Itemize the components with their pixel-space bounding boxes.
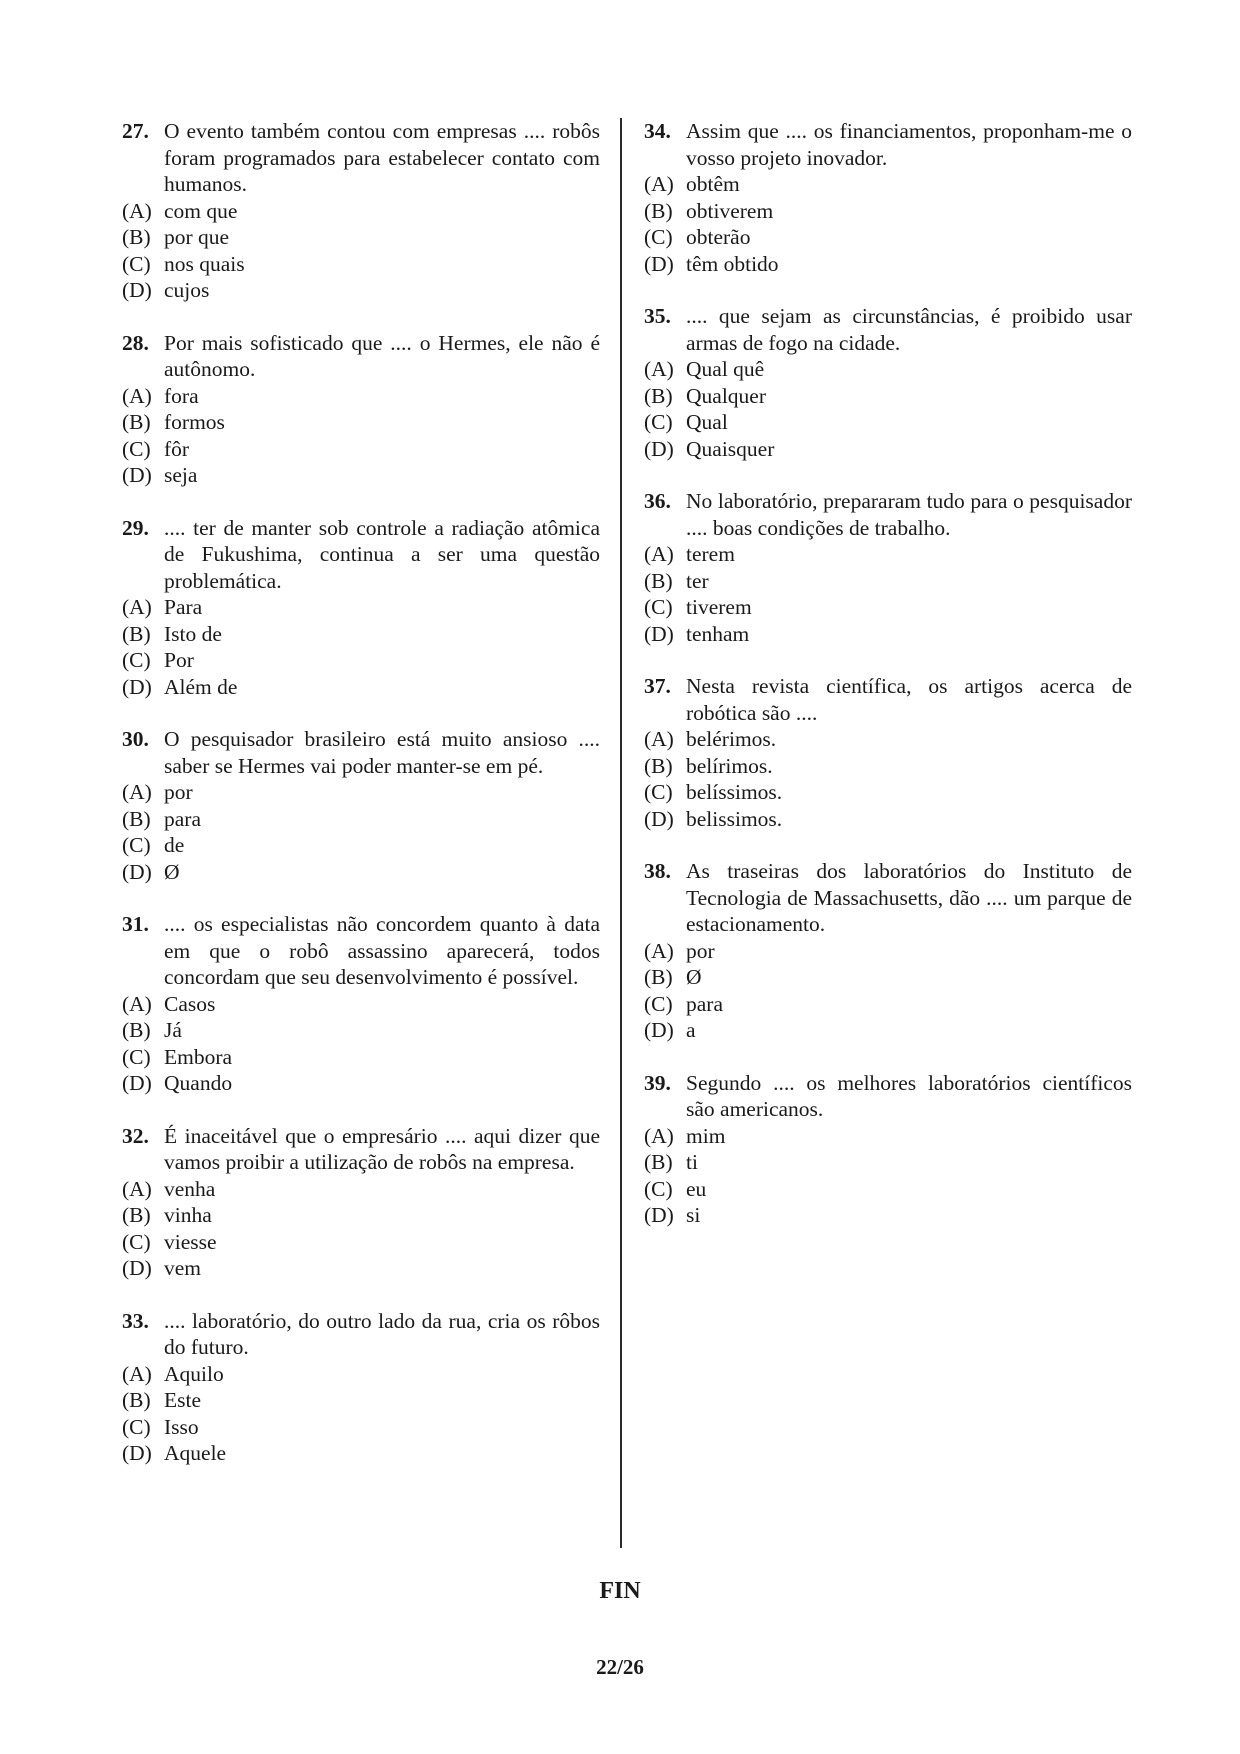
- question-33: [122, 1308, 600, 1467]
- option-letter: (B): [122, 1388, 151, 1412]
- question-text: Nesta revista científica, os artigos acerca de robótica são ....: [686, 674, 1132, 725]
- option-text: Quaisquer: [686, 436, 775, 461]
- option-letter: (D): [644, 1018, 674, 1042]
- option-text: para: [686, 991, 723, 1016]
- answer-option: [644, 436, 1132, 463]
- question-number: 28.: [122, 330, 149, 355]
- question-text: Assim que .... os financiamentos, proponham-me o vosso projeto inovador.: [686, 119, 1132, 170]
- question-stem: [122, 515, 600, 595]
- question-29: [122, 515, 600, 701]
- question-28: [122, 330, 600, 489]
- question-number: 35.: [644, 304, 671, 328]
- option-letter: (B): [644, 1150, 673, 1174]
- option-text: obterão: [686, 225, 751, 249]
- option-letter: (B): [122, 1203, 151, 1227]
- question-stem: [122, 330, 600, 383]
- option-letter: (D): [644, 806, 674, 831]
- answer-option: [644, 198, 1132, 225]
- right-column: [644, 118, 1132, 1255]
- answer-option: [644, 1017, 1132, 1044]
- option-letter: (C): [644, 225, 673, 249]
- option-letter: (B): [644, 568, 673, 593]
- question-39: [644, 1070, 1132, 1229]
- option-text: com que: [164, 198, 238, 223]
- option-letter: (C): [122, 648, 151, 672]
- option-letter: (B): [122, 621, 151, 646]
- question-stem: [644, 488, 1132, 541]
- option-text: ti: [686, 1150, 698, 1174]
- option-text: Casos: [164, 991, 216, 1016]
- answer-option: [644, 171, 1132, 198]
- option-letter: (B): [122, 410, 151, 434]
- answer-option: [122, 1255, 600, 1282]
- question-32: [122, 1123, 600, 1282]
- option-letter: (D): [644, 251, 674, 276]
- answer-option: [122, 1202, 600, 1229]
- option-letter: (D): [122, 1071, 152, 1095]
- option-text: Aquele: [164, 1441, 227, 1465]
- answer-option: [122, 674, 600, 701]
- question-text: É inaceitável que o empresário .... aqui dizer que vamos proibir a utilização de robôs na empresa.: [164, 1123, 600, 1174]
- option-text: fora: [164, 383, 199, 408]
- question-number: 39.: [644, 1070, 671, 1095]
- answer-option: [122, 1044, 600, 1071]
- option-text: cujos: [164, 278, 210, 302]
- option-letter: (C): [644, 595, 673, 619]
- option-text: belíssimos.: [686, 780, 783, 804]
- answer-option: [644, 621, 1132, 648]
- question-text: O evento também contou com empresas .... robôs foram programados para estabelecer contato com humanos.: [164, 119, 600, 196]
- question-stem: [644, 858, 1132, 938]
- question-stem: [644, 1070, 1132, 1123]
- option-text: por que: [164, 225, 230, 249]
- answer-option: [122, 1176, 600, 1203]
- option-letter: (D): [644, 436, 674, 461]
- option-letter: (C): [644, 991, 673, 1016]
- answer-option: [122, 594, 600, 621]
- option-letter: (B): [122, 225, 151, 249]
- answer-option: [644, 356, 1132, 383]
- question-31: [122, 911, 600, 1097]
- option-letter: (C): [122, 1229, 151, 1254]
- option-letter: (A): [644, 542, 674, 566]
- answer-option: [122, 409, 600, 436]
- option-text: belérimos.: [686, 727, 777, 751]
- question-text: .... os especialistas não concordem quanto à data em que o robô assassino aparecerá, todos concordam que seu desenvolvimento é possível.: [164, 912, 600, 989]
- question-stem: [644, 673, 1132, 726]
- option-text: terem: [686, 542, 735, 566]
- option-letter: (C): [122, 1044, 151, 1069]
- question-number: 38.: [644, 859, 671, 883]
- option-letter: (C): [644, 1176, 673, 1201]
- page-number: 22/26: [596, 1655, 644, 1679]
- answer-option: [644, 938, 1132, 965]
- answer-option: [644, 224, 1132, 251]
- option-letter: (B): [122, 1018, 151, 1042]
- question-number: 36.: [644, 489, 671, 513]
- option-letter: (D): [122, 859, 152, 884]
- question-34: [644, 118, 1132, 277]
- option-letter: (A): [122, 1176, 152, 1201]
- answer-option: [122, 1387, 600, 1414]
- question-number: 30.: [122, 727, 149, 751]
- question-number: 27.: [122, 119, 149, 143]
- question-stem: [644, 303, 1132, 356]
- option-text: de: [164, 833, 185, 857]
- option-letter: (B): [644, 383, 673, 408]
- option-letter: (A): [644, 357, 674, 381]
- answer-option: [122, 832, 600, 859]
- option-letter: (A): [122, 198, 152, 223]
- option-letter: (A): [122, 1361, 152, 1386]
- answer-option: [644, 1176, 1132, 1203]
- left-column: [122, 118, 600, 1493]
- answer-option: [644, 594, 1132, 621]
- option-text: tiverem: [686, 595, 752, 619]
- answer-option: [644, 409, 1132, 436]
- option-letter: (D): [122, 1256, 152, 1280]
- answer-option: [644, 1202, 1132, 1229]
- answer-option: [122, 383, 600, 410]
- option-text: obtêm: [686, 172, 740, 196]
- option-text: eu: [686, 1176, 707, 1201]
- question-stem: [122, 1308, 600, 1361]
- option-text: Aquilo: [164, 1361, 224, 1386]
- answer-option: [122, 779, 600, 806]
- question-number: 31.: [122, 912, 149, 936]
- answer-option: [122, 1414, 600, 1441]
- option-text: Isso: [164, 1414, 199, 1439]
- question-text: No laboratório, prepararam tudo para o pesquisador .... boas condições de trabalho.: [686, 489, 1132, 540]
- question-text: .... que sejam as circunstâncias, é proibido usar armas de fogo na cidade.: [686, 304, 1132, 355]
- option-letter: (D): [122, 1441, 152, 1465]
- answer-option: [644, 541, 1132, 568]
- option-text: para: [164, 806, 201, 831]
- option-letter: (A): [644, 172, 674, 196]
- option-letter: (D): [644, 621, 674, 646]
- option-letter: (B): [644, 965, 673, 989]
- option-letter: (A): [644, 938, 674, 963]
- option-text: tenham: [686, 621, 750, 646]
- option-text: Quando: [164, 1071, 233, 1095]
- question-number: 29.: [122, 515, 149, 540]
- answer-option: [644, 726, 1132, 753]
- option-text: Por: [164, 648, 194, 672]
- answer-option: [644, 1123, 1132, 1150]
- option-text: Ø: [164, 859, 180, 884]
- question-text: O pesquisador brasileiro está muito ansioso .... saber se Hermes vai poder manter-se em pé.: [164, 727, 600, 778]
- option-text: Qualquer: [686, 383, 766, 408]
- answer-option: [122, 436, 600, 463]
- option-letter: (A): [122, 780, 152, 804]
- option-letter: (C): [122, 251, 151, 276]
- option-text: venha: [164, 1176, 216, 1201]
- question-text: .... ter de manter sob controle a radiação atômica de Fukushima, continua a ser uma questão problemática.: [164, 515, 600, 593]
- question-36: [644, 488, 1132, 647]
- option-text: fôr: [164, 436, 190, 461]
- end-marker: FIN: [599, 1578, 641, 1604]
- option-text: ter: [686, 568, 709, 593]
- option-text: têm obtido: [686, 251, 779, 276]
- option-text: Já: [164, 1018, 182, 1042]
- answer-option: [122, 1440, 600, 1467]
- option-text: vinha: [164, 1203, 212, 1227]
- option-letter: (C): [122, 436, 151, 461]
- option-text: Qual: [686, 410, 728, 434]
- question-number: 33.: [122, 1308, 149, 1333]
- option-letter: (B): [644, 198, 673, 223]
- answer-option: [644, 1149, 1132, 1176]
- question-number: 32.: [122, 1123, 149, 1148]
- option-letter: (D): [122, 278, 152, 302]
- option-letter: (A): [644, 1123, 674, 1148]
- answer-option: [122, 1017, 600, 1044]
- option-letter: (C): [122, 833, 151, 857]
- question-stem: [122, 1123, 600, 1176]
- answer-option: [644, 383, 1132, 410]
- option-text: belissimos.: [686, 806, 783, 831]
- answer-option: [122, 198, 600, 225]
- question-37: [644, 673, 1132, 832]
- option-text: Isto de: [164, 621, 222, 646]
- question-stem: [122, 911, 600, 991]
- question-text: .... laboratório, do outro lado da rua, cria os rôbos do futuro.: [164, 1308, 600, 1359]
- option-text: vem: [164, 1256, 202, 1280]
- answer-option: [644, 753, 1132, 780]
- answer-option: [122, 859, 600, 886]
- answer-option: [122, 806, 600, 833]
- option-text: nos quais: [164, 251, 245, 276]
- option-letter: (C): [122, 1414, 151, 1439]
- answer-option: [644, 991, 1132, 1018]
- answer-option: [122, 251, 600, 278]
- answer-option: [122, 277, 600, 304]
- option-text: obtiverem: [686, 198, 774, 223]
- option-letter: (D): [122, 674, 152, 699]
- option-text: belírimos.: [686, 753, 773, 778]
- option-text: Qual quê: [686, 357, 765, 381]
- option-text: por: [686, 938, 715, 963]
- option-letter: (D): [644, 1203, 674, 1227]
- question-35: [644, 303, 1132, 462]
- option-text: seja: [164, 463, 198, 487]
- answer-option: [122, 991, 600, 1018]
- option-text: si: [686, 1203, 701, 1227]
- option-letter: (C): [644, 410, 673, 434]
- question-text: Por mais sofisticado que .... o Hermes, ele não é autônomo.: [164, 330, 600, 381]
- option-letter: (C): [644, 780, 673, 804]
- question-number: 34.: [644, 119, 671, 143]
- question-27: [122, 118, 600, 304]
- option-text: Este: [164, 1388, 202, 1412]
- question-38: [644, 858, 1132, 1044]
- option-letter: (B): [644, 753, 673, 778]
- question-number: 37.: [644, 674, 671, 698]
- answer-option: [644, 964, 1132, 991]
- answer-option: [644, 806, 1132, 833]
- question-stem: [122, 726, 600, 779]
- answer-option: [644, 779, 1132, 806]
- answer-option: [122, 621, 600, 648]
- option-letter: (A): [644, 727, 674, 751]
- answer-option: [122, 1070, 600, 1097]
- answer-option: [644, 568, 1132, 595]
- option-text: mim: [686, 1123, 726, 1148]
- option-text: por: [164, 780, 193, 804]
- question-stem: [122, 118, 600, 198]
- option-letter: (A): [122, 991, 152, 1016]
- question-30: [122, 726, 600, 885]
- question-stem: [644, 118, 1132, 171]
- option-text: Ø: [686, 965, 702, 989]
- option-text: Além de: [164, 674, 238, 699]
- option-text: a: [686, 1018, 696, 1042]
- option-text: formos: [164, 410, 225, 434]
- option-letter: (B): [122, 806, 151, 831]
- option-letter: (D): [122, 463, 152, 487]
- option-letter: (A): [122, 595, 152, 619]
- question-text: Segundo .... os melhores laboratórios científicos são americanos.: [686, 1070, 1132, 1121]
- question-text: As traseiras dos laboratórios do Instituto de Tecnologia de Massachusetts, dão .... um parque de estacionamento.: [686, 859, 1132, 936]
- option-text: viesse: [164, 1229, 217, 1254]
- answer-option: [644, 251, 1132, 278]
- column-divider: [620, 118, 622, 1548]
- answer-option: [122, 462, 600, 489]
- answer-option: [122, 1361, 600, 1388]
- answer-option: [122, 224, 600, 251]
- answer-option: [122, 1229, 600, 1256]
- answer-option: [122, 647, 600, 674]
- option-letter: (A): [122, 383, 152, 408]
- option-text: Embora: [164, 1044, 233, 1069]
- option-text: Para: [164, 595, 203, 619]
